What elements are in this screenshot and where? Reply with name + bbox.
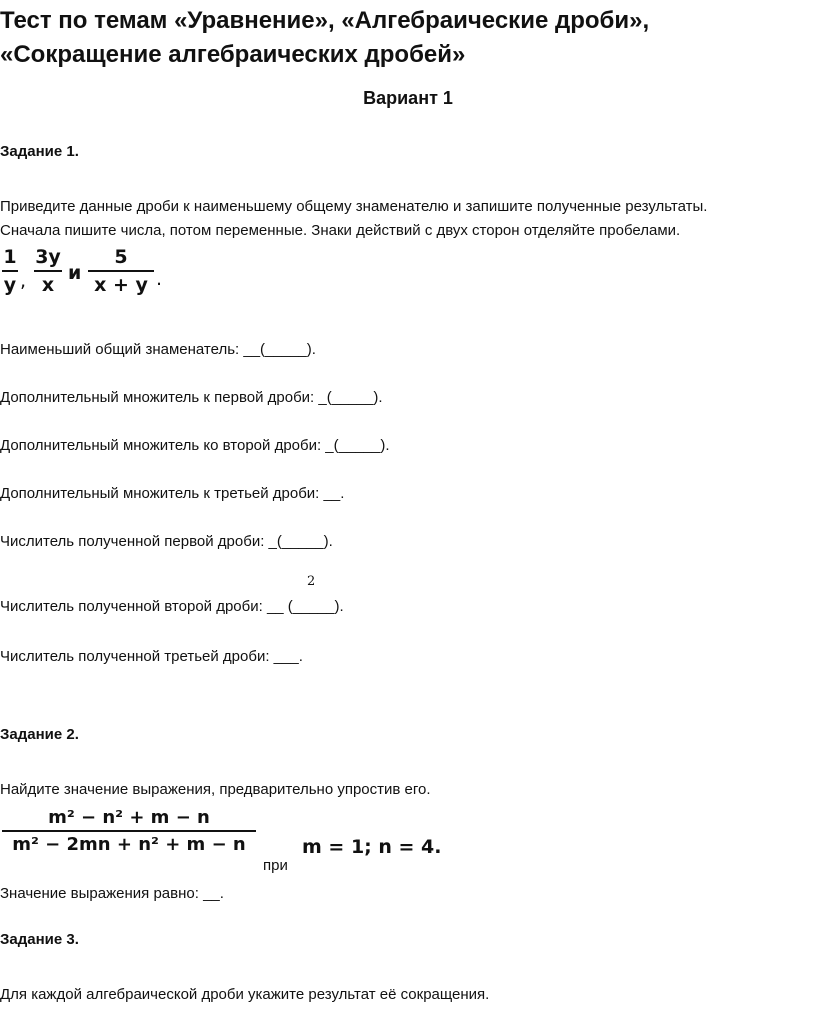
fraction-period: . — [156, 268, 163, 290]
page-title-line-2: «Сокращение алгебраических дробей» — [0, 41, 466, 68]
task2-fraction-bar — [2, 830, 256, 832]
page-title-line-1: Тест по темам «Уравнение», «Алгебраические дроби», — [0, 7, 650, 34]
fraction-3-bar — [88, 270, 154, 272]
task1-item-mult-2: Дополнительный множитель ко второй дроби: _(_____). — [0, 437, 390, 454]
task1-item-lcd: Наименьший общий знаменатель: __(_____). — [0, 341, 316, 358]
task1-text-line-1: Приведите данные дроби к наименьшему общему знаменателю и запишите полученные результаты. — [0, 198, 708, 215]
task2-numerator: m² − n² + m − n — [48, 807, 210, 828]
task2-condition: m = 1; n = 4. — [302, 836, 442, 858]
fraction-3-numerator: 5 — [114, 246, 128, 268]
task2-fraction — [2, 807, 256, 855]
fraction-3 — [88, 246, 154, 296]
task2-answer: Значение выражения равно: __. — [0, 885, 224, 902]
fraction-2-bar — [34, 270, 62, 272]
fraction-1-numerator: 1 — [3, 246, 17, 268]
task1-item-mult-3: Дополнительный множитель к третьей дроби: __. — [0, 485, 345, 502]
fraction-2 — [34, 246, 62, 296]
task2-text: Найдите значение выражения, предварительно упростив его. — [0, 781, 431, 798]
task1-superscript: 2 — [307, 574, 316, 589]
fraction-1-denominator: y — [3, 274, 17, 296]
task1-heading: Задание 1. — [0, 143, 79, 160]
task3-heading: Задание 3. — [0, 931, 79, 948]
fraction-1 — [2, 246, 18, 296]
task1-text-line-2: Сначала пишите числа, потом переменные. Знаки действий с двух сторон отделяйте пробелами. — [0, 222, 681, 239]
task1-item-num-2: Числитель полученной второй дроби: __ (_____). — [0, 598, 344, 615]
fraction-comma: , — [20, 270, 27, 292]
task2-denominator: m² − 2mn + n² + m − n — [12, 834, 246, 855]
fraction-2-numerator: 3y — [35, 246, 61, 268]
fraction-3-denominator: x + y — [94, 274, 148, 296]
fraction-1-bar — [2, 270, 18, 272]
task3-text: Для каждой алгебраической дроби укажите результат её сокращения. — [0, 986, 490, 1003]
fraction-2-denominator: x — [41, 274, 55, 296]
task2-pri: при — [263, 857, 288, 874]
task1-item-mult-1: Дополнительный множитель к первой дроби: _(_____). — [0, 389, 383, 406]
task1-item-num-3: Числитель полученной третьей дроби: ___. — [0, 648, 303, 665]
fraction-and: и — [68, 262, 82, 284]
variant-heading: Вариант 1 — [363, 88, 453, 108]
task2-heading: Задание 2. — [0, 726, 79, 743]
task1-item-num-1: Числитель полученной первой дроби: _(_____). — [0, 533, 333, 550]
